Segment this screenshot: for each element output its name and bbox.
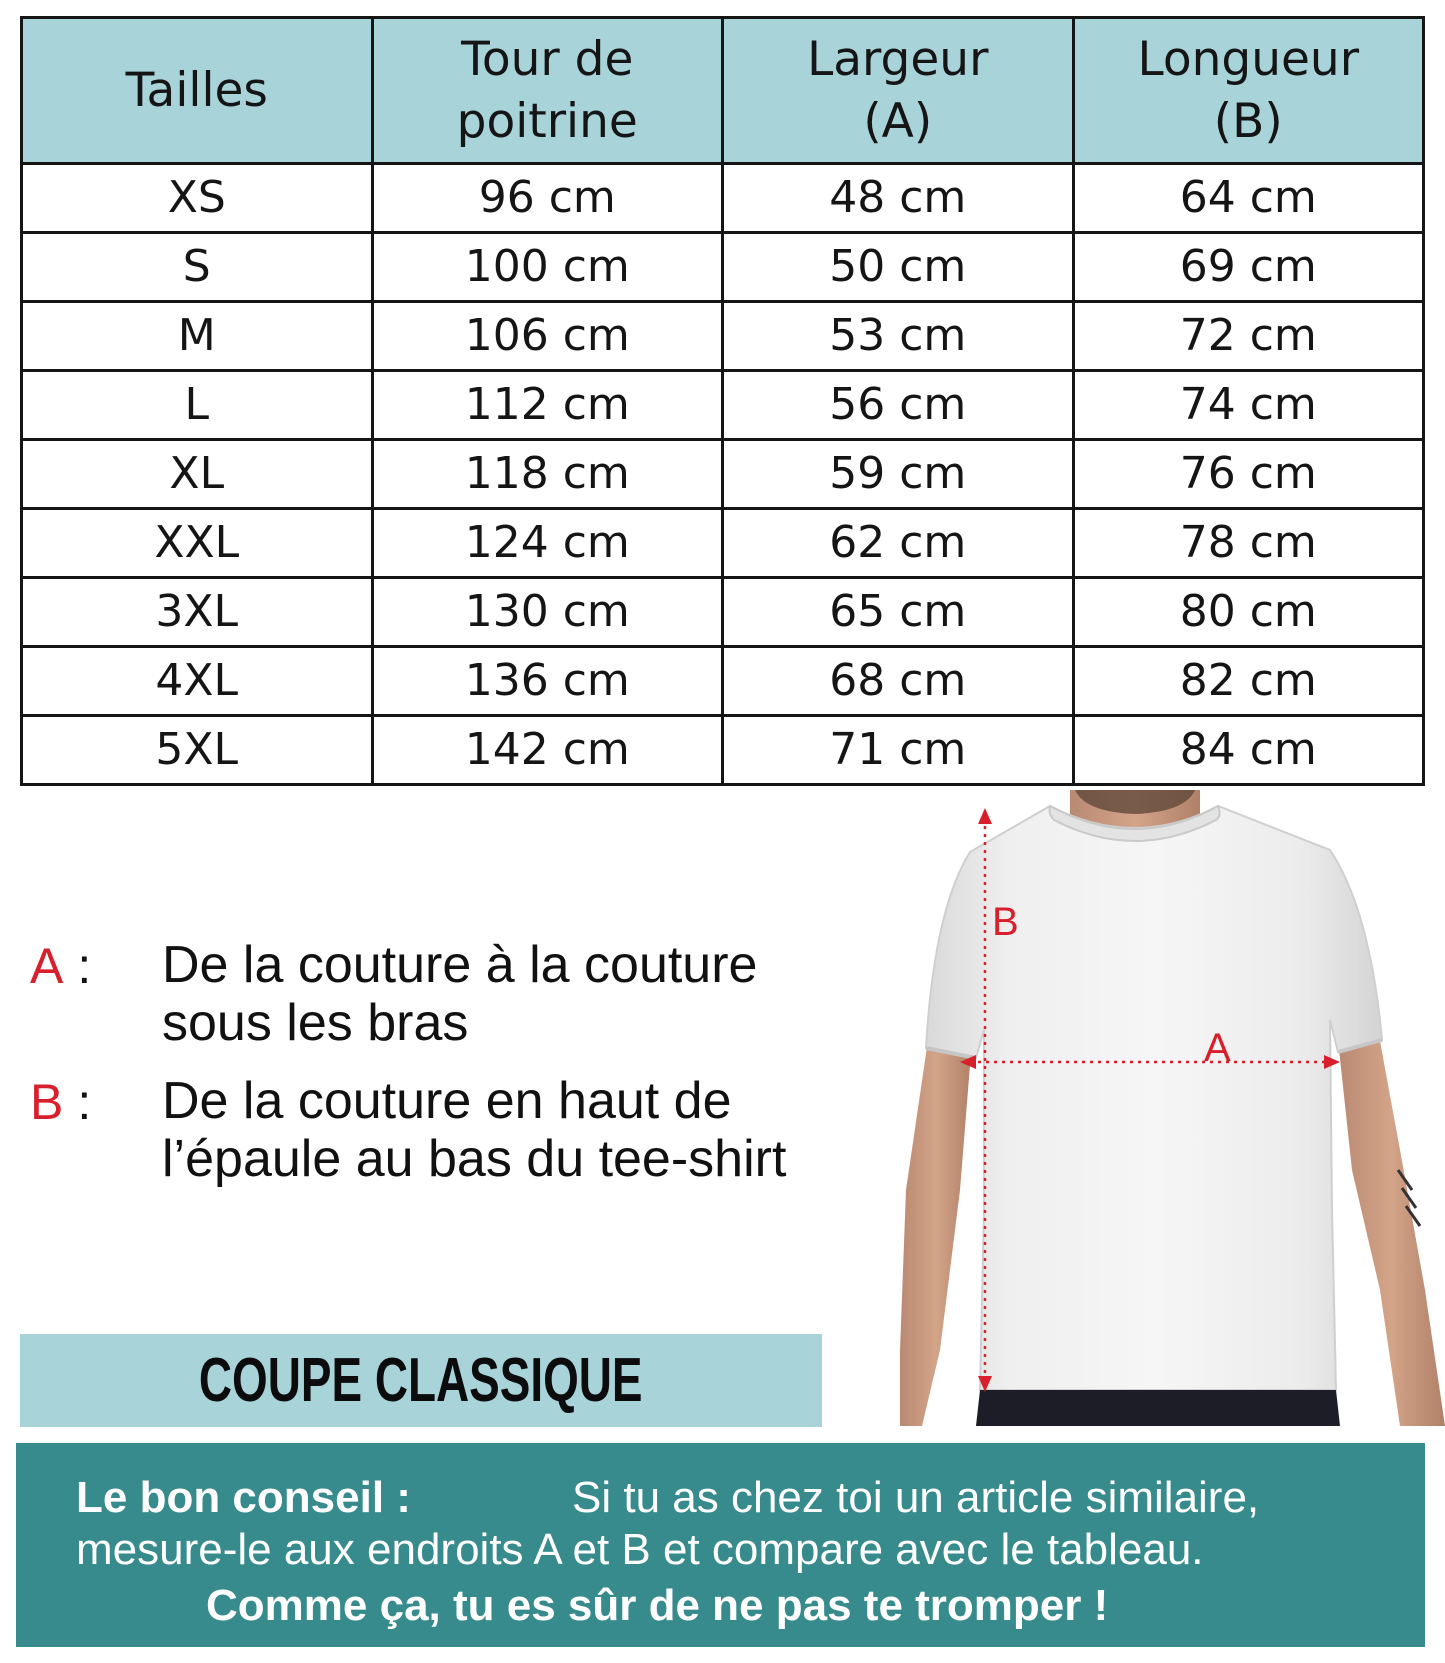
legend-a-key: A : xyxy=(30,938,92,994)
advice-line-2: mesure-le aux endroits A et B et compare avec le tableau. xyxy=(76,1525,1204,1574)
width-cell: 68 cm xyxy=(723,647,1074,716)
measure-a-label: A xyxy=(1204,1026,1231,1070)
header-sizes: Tailles xyxy=(22,18,373,164)
size-cell: 4XL xyxy=(22,647,373,716)
width-cell: 65 cm xyxy=(723,578,1074,647)
table-row xyxy=(22,716,1424,785)
fit-banner xyxy=(20,1334,822,1427)
legend-a-letter: A xyxy=(30,938,64,994)
header-chest: Tour de poitrine xyxy=(372,18,723,164)
length-cell: 80 cm xyxy=(1073,578,1424,647)
width-cell: 53 cm xyxy=(723,302,1074,371)
table-header-row xyxy=(22,18,1424,164)
advice-heading: Le bon conseil : xyxy=(76,1473,411,1522)
width-cell: 62 cm xyxy=(723,509,1074,578)
legend-b-letter: B xyxy=(30,1074,64,1130)
legend-b-description: De la couture en haut de l’épaule au bas du tee-shirt xyxy=(162,1072,787,1188)
header-width: Largeur (A) xyxy=(723,18,1074,164)
legend-b-key: B : xyxy=(30,1074,92,1130)
width-cell: 59 cm xyxy=(723,440,1074,509)
chest-cell: 124 cm xyxy=(372,509,723,578)
header-length: Longueur (B) xyxy=(1073,18,1424,164)
width-cell: 48 cm xyxy=(723,164,1074,233)
table-row xyxy=(22,371,1424,440)
legend-a xyxy=(30,936,890,1056)
tshirt-measurement-illustration xyxy=(900,790,1445,1426)
length-cell: 82 cm xyxy=(1073,647,1424,716)
table-row xyxy=(22,164,1424,233)
size-chart-table xyxy=(20,16,1425,786)
length-cell: 84 cm xyxy=(1073,716,1424,785)
table-row xyxy=(22,578,1424,647)
length-cell: 74 cm xyxy=(1073,371,1424,440)
table-row xyxy=(22,647,1424,716)
size-cell: S xyxy=(22,233,373,302)
size-cell: M xyxy=(22,302,373,371)
chest-cell: 106 cm xyxy=(372,302,723,371)
measure-a-arrow-right xyxy=(1324,1055,1340,1069)
length-cell: 72 cm xyxy=(1073,302,1424,371)
right-arm-shape xyxy=(1338,1030,1445,1426)
legend-b xyxy=(30,1072,890,1192)
table-row xyxy=(22,440,1424,509)
tshirt-drawing xyxy=(900,790,1445,1426)
size-cell: L xyxy=(22,371,373,440)
chest-cell: 130 cm xyxy=(372,578,723,647)
table-row xyxy=(22,302,1424,371)
measure-b-label: B xyxy=(992,900,1019,944)
length-cell: 78 cm xyxy=(1073,509,1424,578)
legend-a-description: De la couture à la couture sous les bras xyxy=(162,936,758,1052)
size-cell: XL xyxy=(22,440,373,509)
size-cell: XXL xyxy=(22,509,373,578)
width-cell: 56 cm xyxy=(723,371,1074,440)
chest-cell: 100 cm xyxy=(372,233,723,302)
length-cell: 64 cm xyxy=(1073,164,1424,233)
size-cell: 5XL xyxy=(22,716,373,785)
pants-shape xyxy=(976,1390,1340,1426)
advice-line-1: Si tu as chez toi un article similaire, xyxy=(572,1473,1260,1522)
advice-line-3: Comme ça, tu es sûr de ne pas te tromper ! xyxy=(206,1581,1109,1630)
table-row xyxy=(22,233,1424,302)
shirt-body-shape xyxy=(926,806,1382,1390)
width-cell: 50 cm xyxy=(723,233,1074,302)
chest-cell: 96 cm xyxy=(372,164,723,233)
left-arm-shape xyxy=(900,1040,972,1426)
measure-b-arrow-top xyxy=(978,808,992,824)
length-cell: 76 cm xyxy=(1073,440,1424,509)
size-cell: 3XL xyxy=(22,578,373,647)
table-row xyxy=(22,509,1424,578)
size-cell: XS xyxy=(22,164,373,233)
fit-banner-label: COUPE CLASSIQUE xyxy=(199,1346,643,1415)
width-cell: 71 cm xyxy=(723,716,1074,785)
length-cell: 69 cm xyxy=(1073,233,1424,302)
chest-cell: 136 cm xyxy=(372,647,723,716)
advice-box xyxy=(16,1443,1425,1647)
chest-cell: 118 cm xyxy=(372,440,723,509)
chest-cell: 112 cm xyxy=(372,371,723,440)
chest-cell: 142 cm xyxy=(372,716,723,785)
